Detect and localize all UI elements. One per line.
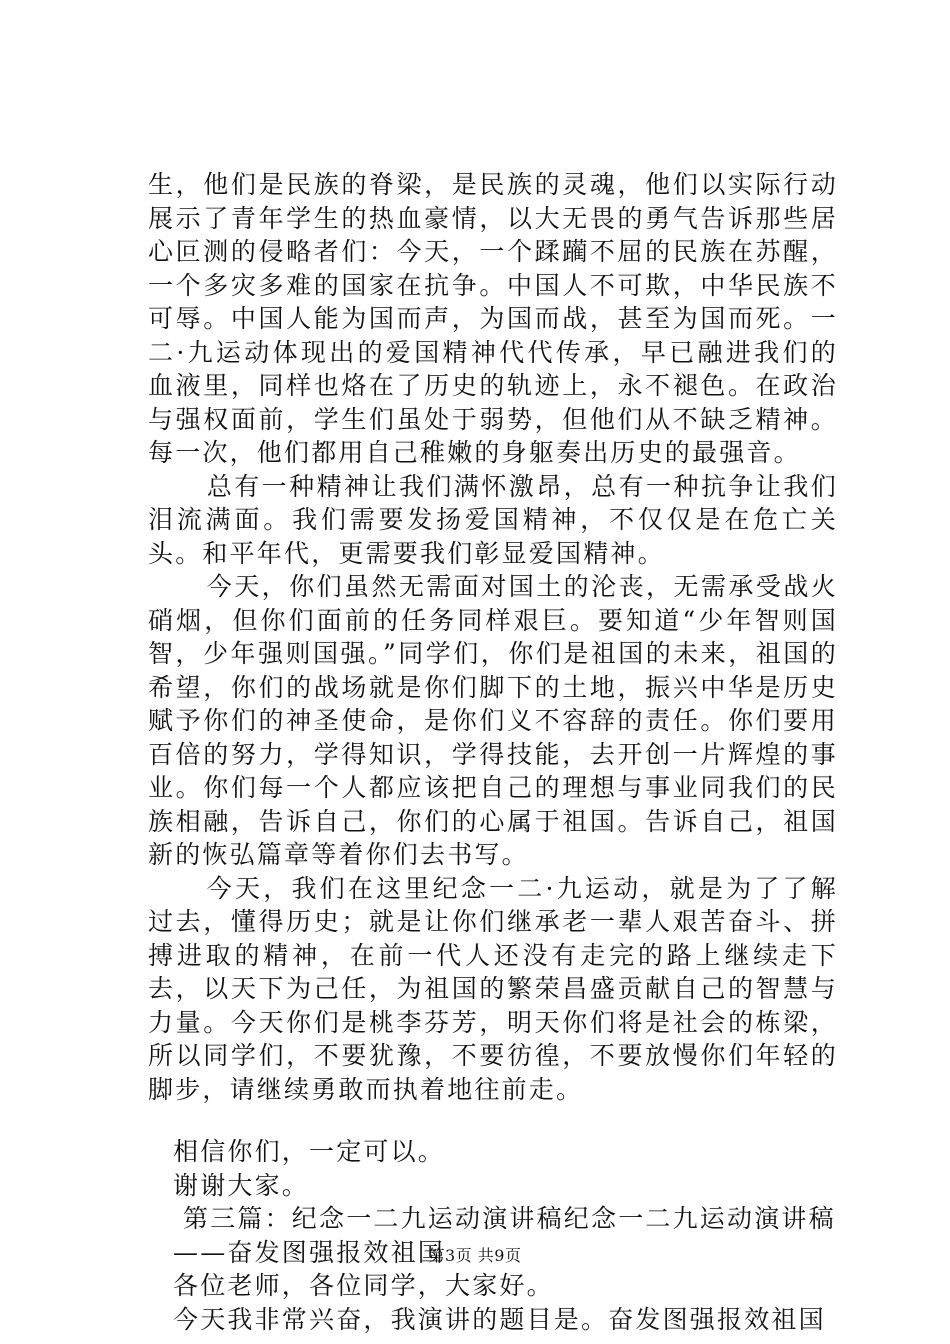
speech-intro-line: 今天我非常兴奋，我演讲的题目是。奋发图强报效祖国 — [173, 1304, 826, 1334]
document-body — [148, 168, 838, 1336]
closing-line-believe: 相信你们，一定可以。 — [173, 1137, 446, 1166]
greeting-line: 各位老师，各位同学，大家好。 — [173, 1271, 554, 1300]
paragraph-continuation: 生，他们是民族的脊梁，是民族的灵魂，他们以实际行动展示了青年学生的热血豪情，以大无畏的勇气告诉那些居心叵测的侵略者们：今天，一个蹂躏不屈的民族在苏醒，一个多灾多难的国家在抗争。中国人不可欺，中华民族不可辱。中国人能为国而声，为国而战，甚至为国而死。一二·九运动体现出的爱国精神代代传承，早已融进我们的血液里，同样也烙在了历史的轨迹上，永不褪色。在政治与强权面前，学生们虽处于弱势，但他们从不缺乏精神。每一次，他们都用自己稚嫩的身躯奏出历史的最强音。 — [148, 170, 838, 467]
paragraph-today-tasks: 今天，你们虽然无需面对国土的沦丧，无需承受战火硝烟，但你们面前的任务同样艰巨。要知道“少年智则国智，少年强则国强。”同学们，你们是祖国的未来，祖国的希望，你们的战场就是你们脚下的土地，振兴中华是历史赋予你们的神圣使命，是你们义不容辞的责任。你们要用百倍的努力，学得知识，学得技能，去开创一片辉煌的事业。你们每一个人都应该把自己的理想与事业同我们的民族相融，告诉自己，你们的心属于祖国。告诉自己，祖国新的恢弘篇章等着你们去书写。 — [148, 572, 838, 869]
paragraph-gap — [148, 1106, 838, 1135]
paragraph-commemoration: 今天，我们在这里纪念一二·九运动，就是为了了解过去，懂得历史；就是让你们继承老一辈人艰苦奋斗、拼搏进取的精神，在前一代人还没有走完的路上继续走下去，以天下为己任，为祖国的繁荣昌盛贡献自己的智慧与力量。今天你们是桃李芬芳，明天你们将是社会的栋梁，所以同学们，不要犹豫，不要彷徨，不要放慢你们年轻的脚步，请继续勇敢而执着地往前走。 — [148, 873, 838, 1104]
page-footer — [0, 1243, 950, 1266]
closing-line-thanks: 谢谢大家。 — [173, 1170, 310, 1200]
page-number: 第3页 共9页 — [428, 1246, 522, 1265]
paragraph-spirit: 总有一种精神让我们满怀激昂，总有一种抗争让我们泪流满面。我们需要发扬爱国精神，不仅仅是在危亡关头。和平年代，更需要我们彰显爱国精神。 — [148, 471, 838, 568]
section-heading: 第三篇：纪念一二九运动演讲稿纪念一二九运动演讲稿——奋发图强报效祖国 — [173, 1204, 836, 1267]
